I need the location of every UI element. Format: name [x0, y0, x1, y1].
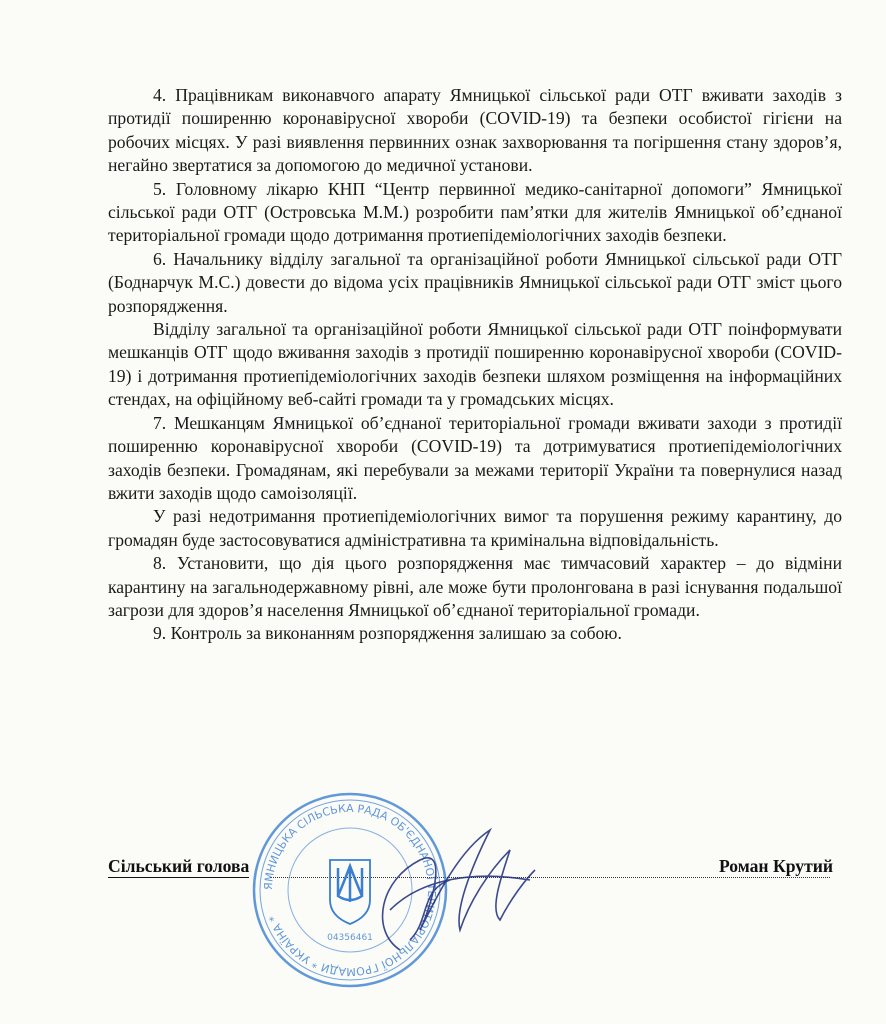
document-body: [108, 84, 842, 646]
paragraph-4: 4. Працівникам виконавчого апарату Ямницької сільської ради ОТГ вживати заходів з протидії поширенню коронавірусної хвороби (COVID-19) та безпеки особистої гігієни на робочих місцях. У разі виявлення первинних ознак захворювання та погіршення стану здоров’я, негайно звертатися за допомогою до медичної установи.: [108, 85, 842, 176]
paragraph-7: 7. Мешканцям Ямницької об’єднаної територіальної громади вживати заходи з протидії поширенню коронавірусної хвороби (COVID-19) та дотримуватися протиепідеміологічних заходів безпеки. Громадянам, які перебували за межами території України та повернулися назад вжити заходів щодо самоізоляції.: [108, 412, 842, 503]
stamp-text: ЯМНИЦЬКА СІЛЬСЬКА РАДА ОБ'ЄДНАНОЇ ТЕРИТОРІАЛЬНОЇ ГРОМАДИ * УКРАЇНА *: [261, 801, 439, 979]
handwritten-signature: [360, 810, 540, 960]
paragraph-7-continued: У разі недотримання протиепідеміологічних вимог та порушення режиму карантину, до громадян буде застосовуватися адміністративна та кримінальна відповідальність.: [108, 506, 842, 550]
signer-name: Роман Крутий: [719, 856, 833, 876]
stamp-code: 04356461: [327, 933, 373, 943]
paragraph-9: 9. Контроль за виконанням розпорядження залишаю за собою.: [153, 623, 622, 644]
paragraph-6-continued: Відділу загальної та організаційної роботи Ямницької сільської ради ОТГ поінформувати мешканців ОТГ щодо вживання заходів з протидії поширенню коронавірусної хвороби (COVID-19) і дотримання протиепідеміологічних заходів безпеки шляхом розміщення на інформаційних стендах, на офіційному веб-сайті громади та у громадських місцях.: [108, 319, 842, 410]
paragraph-5: 5. Головному лікарю КНП “Центр первинної медико-санітарної допомоги” Ямницької сільської ради ОТГ (Островська М.М.) розробити пам’ятки для жителів Ямницької об’єднаної територіальної громади щодо дотримання протиепідеміологічних заходів безпеки.: [108, 178, 842, 246]
paragraph-6: 6. Начальнику відділу загальної та організаційної роботи Ямницької сільської ради ОТГ (Боднарчук М.С.) довести до відома усіх працівників Ямницької сільської ради ОТГ зміст цього розпорядження.: [108, 248, 842, 316]
paragraph-8: 8. Установити, що дія цього розпорядження має тимчасовий характер – до відміни карантину на загальнодержавному рівні, але може бути пролонгована в разі існування подальшої загрози для здоров’я населення Ямницької об’єднаної територіальної громади.: [108, 553, 842, 620]
signer-position: Сільський голова: [108, 856, 250, 876]
